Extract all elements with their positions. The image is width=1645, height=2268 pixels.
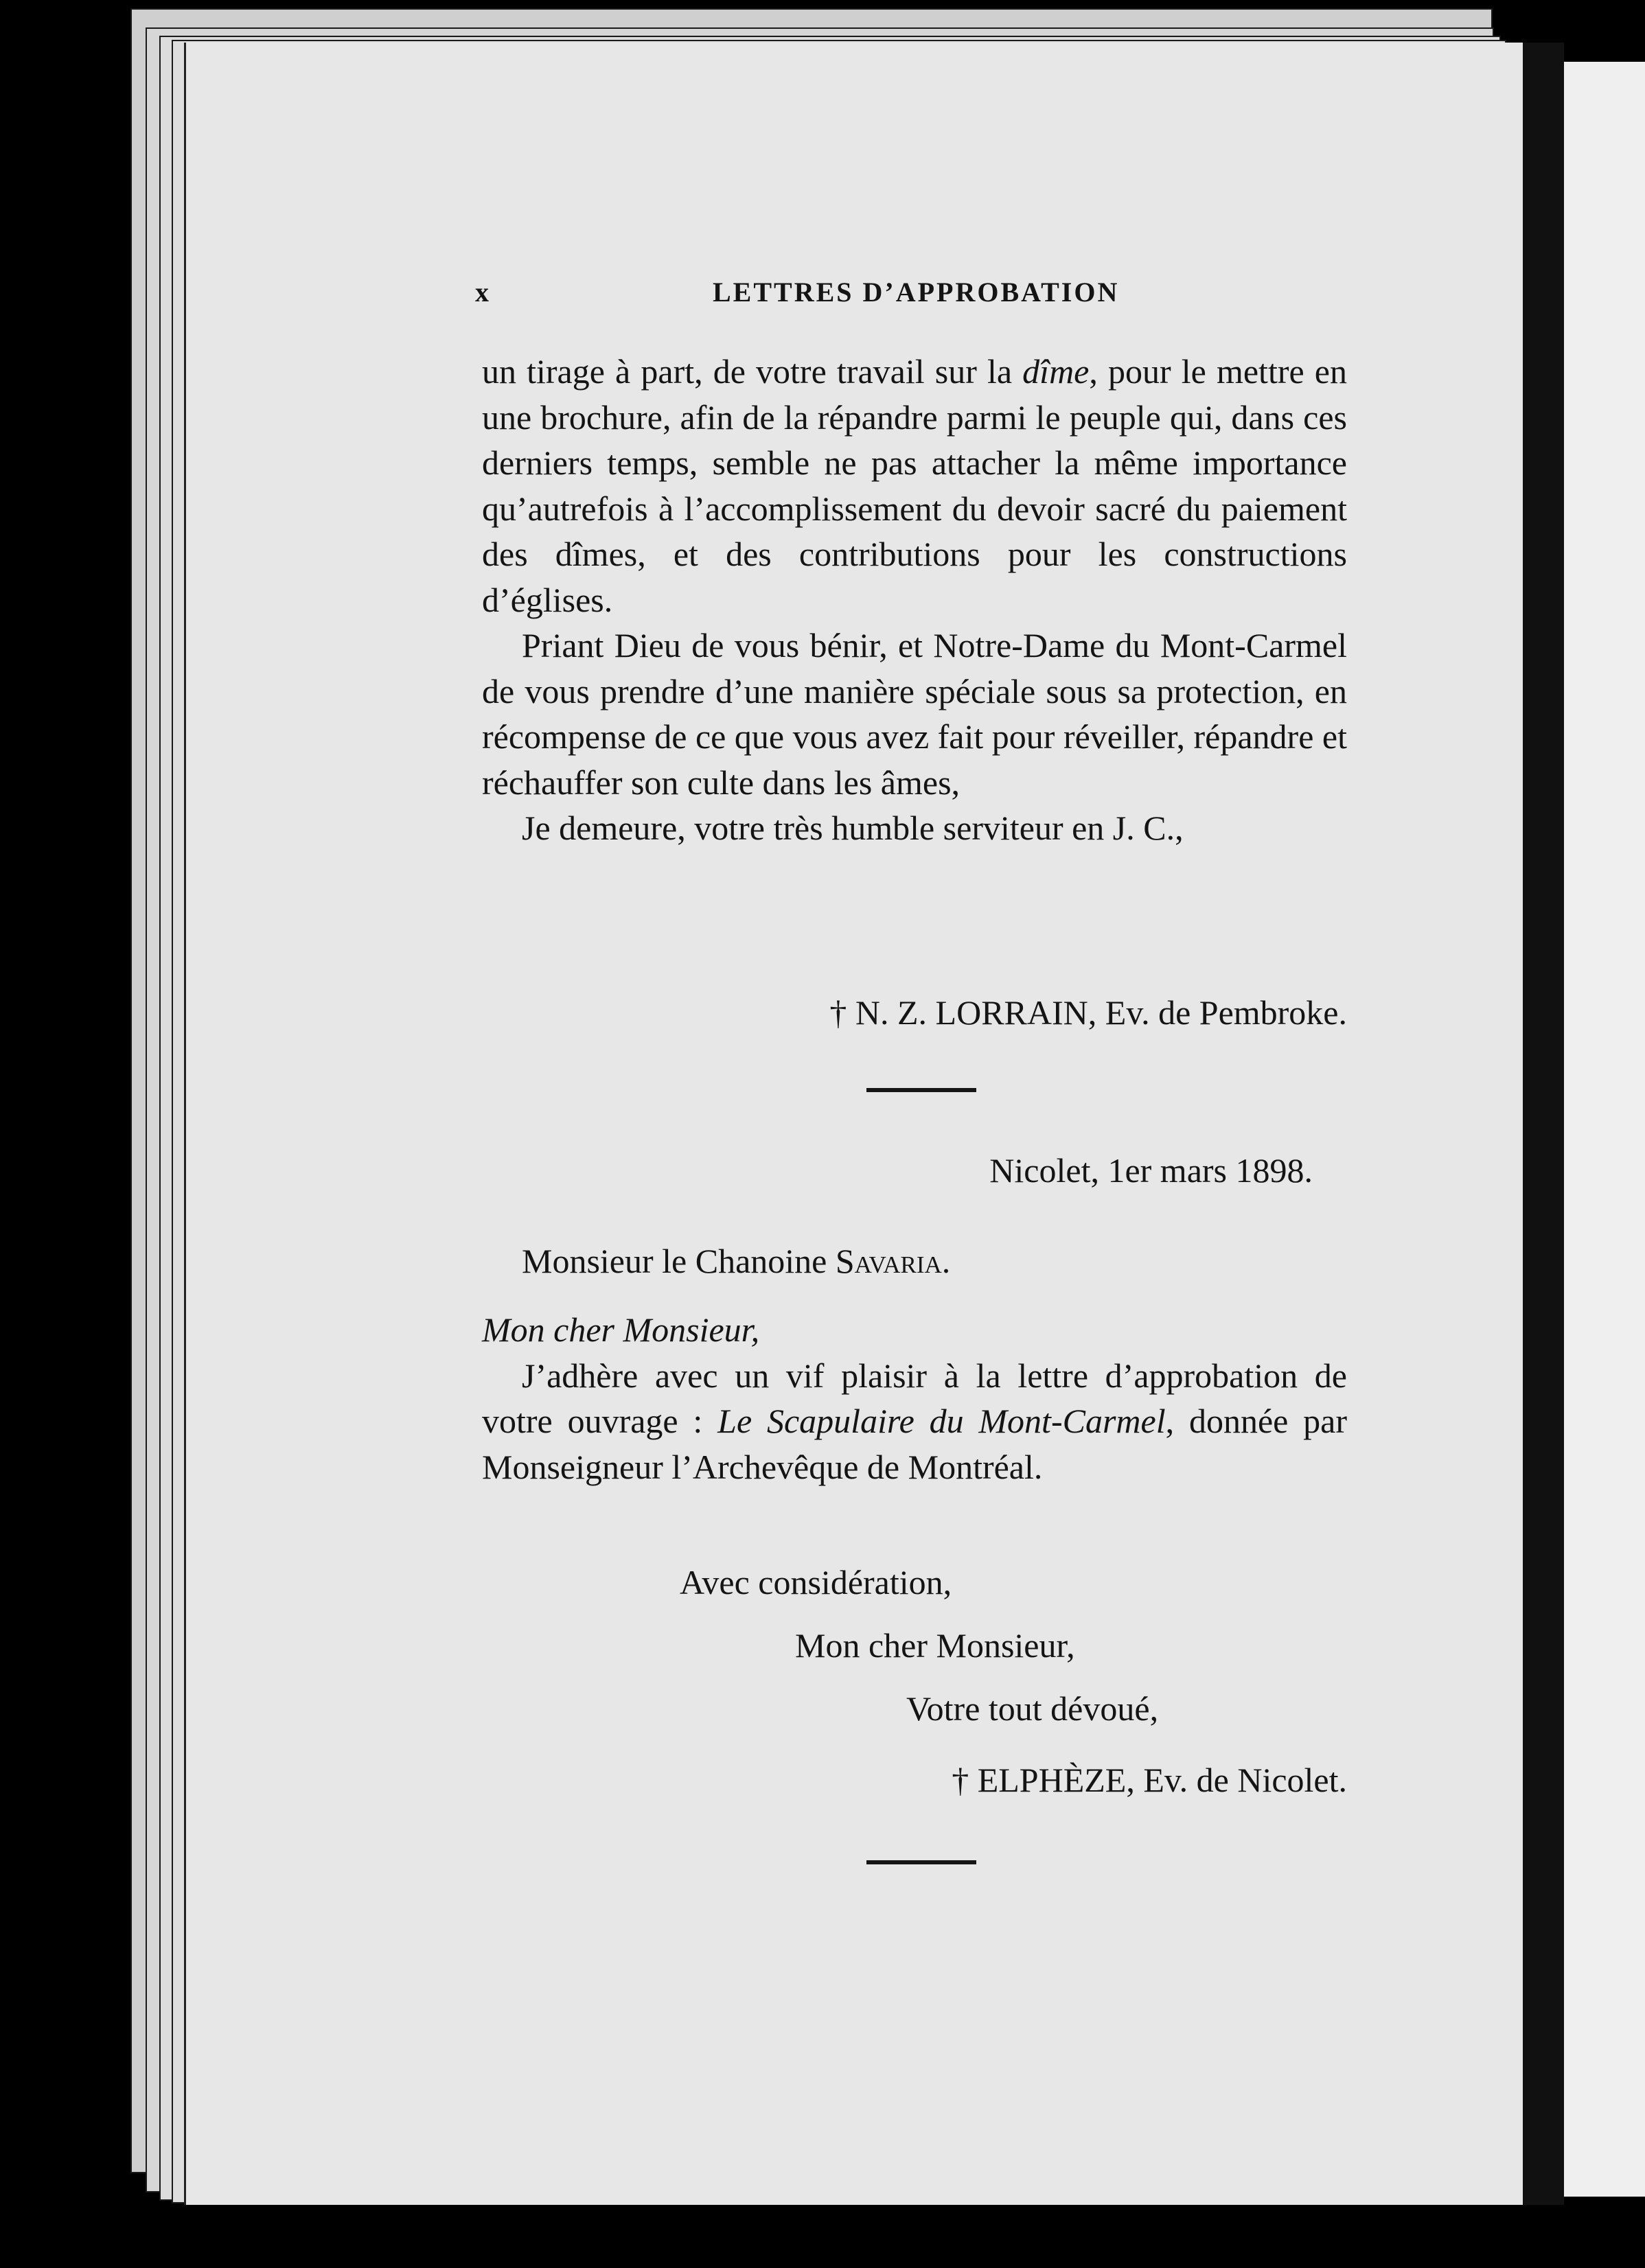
closing-line: Votre tout dévoué, — [906, 1689, 1159, 1728]
paragraph — [482, 349, 1347, 623]
page-number: x — [475, 277, 491, 308]
italic-word: dîme — [1022, 352, 1090, 391]
letter-2-closing — [482, 1623, 1347, 1669]
book-title: Le Scapulaire du Mont-Carmel — [717, 1402, 1166, 1440]
paragraph — [482, 1353, 1347, 1490]
letter-1-body — [482, 349, 1347, 851]
letter-2-closing — [482, 1686, 1347, 1732]
text-run: J’adhère avec un vif plaisir à la lettre d’approbation de votre ouvrage : — [482, 1356, 1347, 1440]
section-divider — [866, 1860, 976, 1864]
closing-line: Avec considération, — [680, 1563, 952, 1601]
dateline-block — [482, 1148, 1313, 1194]
salutation — [482, 1307, 1347, 1353]
closing-line: Mon cher Monsieur, — [795, 1626, 1075, 1665]
text-run: Monsieur le Chanoine — [522, 1242, 836, 1280]
letter-2-signature-block — [482, 1757, 1347, 1803]
facing-page-edge — [1564, 62, 1645, 2197]
scan-border — [0, 2207, 1645, 2268]
addressee — [482, 1238, 1347, 1284]
paragraph: Priant Dieu de vous bénir, et Notre-Dame du Mont-Carmel de vous prendre d’une manière spéciale sous sa protection, en récompense de ce que vous avez fait pour réveiller, répandre et réchauffer son culte dans les âmes, — [482, 626, 1347, 802]
text-run: . — [941, 1242, 951, 1280]
addressee-name: Savaria — [835, 1242, 942, 1280]
dateline: Nicolet, 1er mars 1898. — [989, 1151, 1313, 1190]
letter-1-signature-block — [482, 990, 1347, 1036]
letter-2-body — [482, 1307, 1347, 1490]
text-run: un tirage à part, de votre travail sur la — [482, 352, 1023, 391]
section-divider — [866, 1088, 976, 1092]
letter-closing: Je demeure, votre très humble serviteur en J. C., — [522, 809, 1184, 847]
text-run: , pour le mettre en une brochure, afin de la répandre parmi le peuple qui, dans ces derniers temps, semble ne pas attacher la même importance qu’autrefois à l’accomplissement du devoir sacré du paiement des dîmes, et des contributions pour les constructions d’églises. — [482, 352, 1347, 619]
running-title: LETTRES D’APPROBATION — [713, 277, 1120, 308]
salutation-text: Mon cher Monsieur, — [482, 1310, 760, 1349]
letter-2-closing — [482, 1560, 1347, 1606]
page-gutter-shadow — [1523, 43, 1564, 2205]
signature: † N. Z. LORRAIN, Ev. de Pembroke. — [829, 993, 1347, 1032]
signature: † ELPHÈZE, Ev. de Nicolet. — [952, 1761, 1347, 1799]
text-run: , donnée par Monseigneur l’Archevêque de Montréal. — [482, 1402, 1347, 1486]
addressee-block — [482, 1238, 1347, 1284]
